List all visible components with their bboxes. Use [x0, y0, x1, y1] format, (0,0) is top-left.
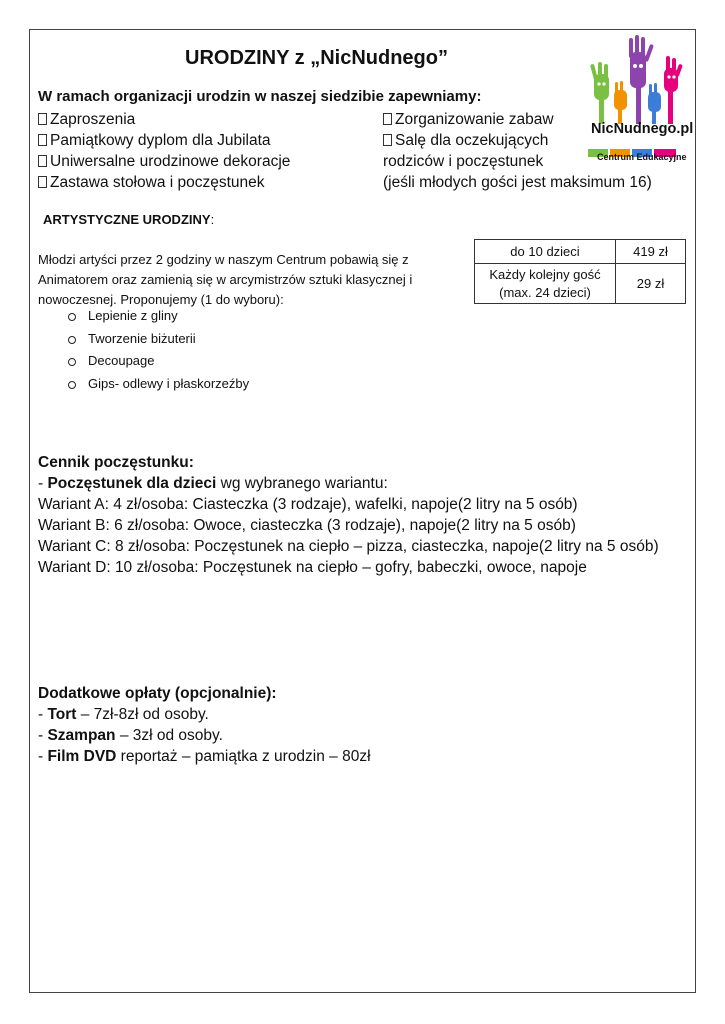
list-item-continuation: rodziców i poczęstunek — [383, 153, 544, 170]
section-title: ARTYSTYCZNE URODZINY: — [43, 212, 215, 227]
menu-section — [38, 452, 659, 578]
list-item-continuation: (jeśli młodych gości jest maksimum 16) — [383, 174, 652, 191]
table-row — [475, 264, 686, 304]
option-item: Gips- odlewy i płaskorzeźby — [68, 376, 249, 399]
price-table — [474, 239, 686, 304]
extras-item: - Szampan – 3zł od osoby. — [38, 727, 223, 744]
option-item: Tworzenie biżuterii — [68, 331, 249, 354]
list-item: Pamiątkowy dyplom dla Jubilata — [38, 130, 290, 151]
intro-heading: W ramach organizacji urodzin w naszej siedzibie zapewniamy: — [38, 88, 482, 105]
price-label: do 10 dzieci — [475, 240, 616, 264]
extras-item: - Film DVD reportaż – pamiątka z urodzin – 80zł — [38, 748, 371, 765]
extras-section — [38, 683, 371, 767]
list-item: Zastawa stołowa i poczęstunek — [38, 172, 290, 193]
menu-title: Cennik poczęstunku: — [38, 454, 194, 471]
extras-item: - Tort – 7zł-8zł od osoby. — [38, 706, 209, 723]
menu-variant: Wariant C: 8 zł/osoba: Poczęstunek na ciepło – pizza, ciasteczka, napoje(2 litry na 5 osób) — [38, 538, 659, 555]
checkbox-icon — [38, 113, 47, 125]
list-item: Salę dla oczekujących — [383, 130, 652, 151]
checkbox-icon — [38, 176, 47, 188]
checkbox-icon — [38, 155, 47, 167]
price-value: 29 zł — [616, 264, 686, 304]
features-right — [383, 109, 652, 193]
checkbox-icon — [383, 113, 392, 125]
price-value: 419 zł — [616, 240, 686, 264]
table-row — [475, 240, 686, 264]
option-item: Decoupage — [68, 353, 249, 376]
list-item: Uniwersalne urodzinowe dekoracje — [38, 151, 290, 172]
checkbox-icon — [383, 134, 392, 146]
list-item: Zorganizowanie zabaw — [383, 109, 652, 130]
menu-subtitle: - Poczęstunek dla dzieci wg wybranego wariantu: — [38, 475, 388, 492]
price-label: Każdy kolejny gość (max. 24 dzieci) — [475, 264, 616, 304]
option-item: Lepienie z gliny — [68, 308, 249, 331]
list-item: Zaproszenia — [38, 109, 290, 130]
features-left — [38, 109, 290, 193]
logo-subtitle: Centrum Edukacyjne — [597, 152, 687, 162]
checkbox-icon — [38, 134, 47, 146]
menu-variant: Wariant A: 4 zł/osoba: Ciasteczka (3 rodzaje), wafelki, napoje(2 litry na 5 osób) — [38, 496, 578, 513]
menu-variant: Wariant D: 10 zł/osoba: Poczęstunek na ciepło – gofry, babeczki, owoce, napoje — [38, 559, 587, 576]
logo-name: NicNudnego.pl — [591, 121, 694, 137]
menu-variant: Wariant B: 6 zł/osoba: Owoce, ciasteczka (3 rodzaje), napoje(2 litry na 5 osób) — [38, 517, 576, 534]
page-title: URODZINY z „NicNudnego” — [185, 47, 448, 69]
section-description: Młodzi artyści przez 2 godziny w naszym Centrum pobawią się z Animatorem oraz zamienią się w arcymistrzów sztuki klasycznej i nowoczesnej. Proponujemy (1 do wyboru): — [38, 252, 413, 307]
extras-title: Dodatkowe opłaty (opcjonalnie): — [38, 685, 277, 702]
options-list — [68, 308, 249, 398]
